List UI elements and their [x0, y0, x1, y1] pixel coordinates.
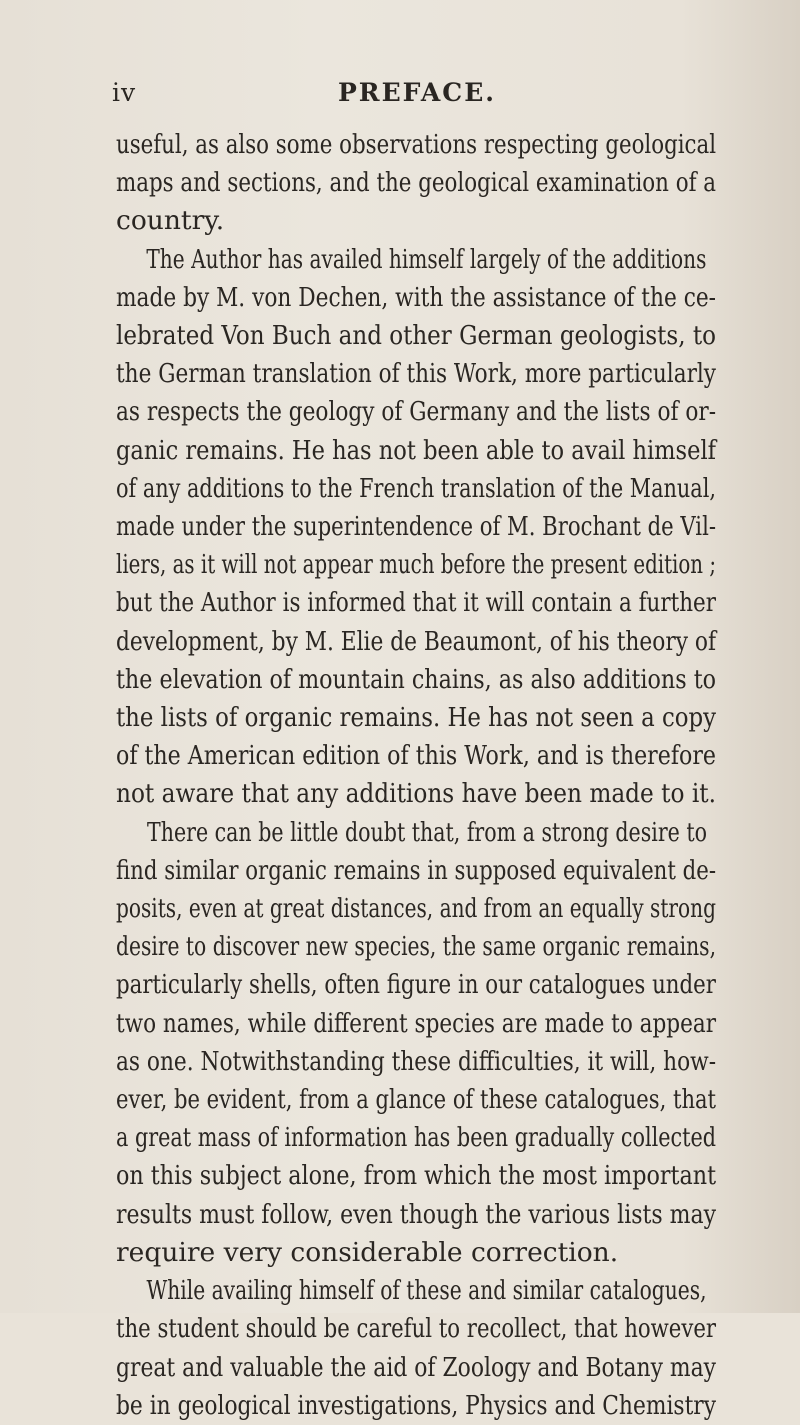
running-head: [112, 78, 732, 108]
text-line: the lists of organic remains. He has not seen a copy: [116, 702, 717, 734]
text-line: but the Author is informed that it will contain a further: [116, 587, 716, 619]
text-line: particularly shells, often figure in our catalogues under: [116, 969, 716, 1001]
text-line: on this subject alone, from which the most important: [116, 1160, 717, 1192]
text-line: useful, as also some observations respecting geological: [116, 129, 717, 160]
text-line: maps and sections, and the geological examination of a: [116, 167, 717, 199]
running-title: PREFACE.: [338, 78, 496, 107]
text-line: find similar organic remains in supposed equivalent de-: [116, 854, 717, 886]
text-line: of the American edition of this Work, and is therefore: [116, 740, 716, 772]
text-line: a great mass of information has been gradually collected: [116, 1122, 717, 1154]
text-line: The Author has availed himself largely of the additions: [146, 243, 707, 275]
text-line: the elevation of mountain chains, as also additions to: [116, 663, 717, 695]
text-line: great and valuable the aid of Zoology and Botany may: [116, 1351, 717, 1383]
text-line: ever, be evident, from a glance of these catalogues, that: [116, 1084, 717, 1116]
text-line: two names, while different species are made to appear: [116, 1007, 717, 1039]
text-line: of any additions to the French translation of the Manual,: [116, 472, 716, 504]
text-line: as one. Notwithstanding these difficulties, it will, how-: [116, 1045, 717, 1077]
text-line: There can be little doubt that, from a strong desire to: [147, 816, 708, 848]
text-line: made under the superintendence of M. Brochant de Vil-: [116, 511, 717, 543]
text-line: results must follow, even though the various lists may: [116, 1198, 717, 1230]
text-line: While availing himself of these and similar catalogues,: [146, 1275, 707, 1307]
text-line: made by M. von Dechen, with the assistance of the ce-: [116, 281, 717, 313]
page-number: iv: [112, 78, 137, 107]
text-line: as respects the geology of Germany and the lists of or-: [116, 396, 717, 428]
text-line: be in geological investigations, Physics and Chemistry: [116, 1389, 717, 1421]
text-line: the student should be careful to recollect, that however: [116, 1313, 717, 1345]
body-text: [116, 126, 716, 1425]
text-line: country.: [116, 205, 225, 237]
text-line: require very considerable correction.: [116, 1236, 619, 1268]
text-line: liers, as it will not appear much before the present edition ;: [116, 549, 717, 581]
text-line: ganic remains. He has not been able to avail himself: [116, 434, 717, 466]
text-line: development, by M. Elie de Beaumont, of his theory of: [116, 625, 716, 657]
text-line: the German translation of this Work, more particularly: [116, 358, 717, 390]
text-line: desire to discover new species, the same organic remains,: [116, 931, 717, 963]
text-line: posits, even at great distances, and from an equally strong: [116, 893, 716, 925]
text-line: lebrated Von Buch and other German geologists, to: [116, 320, 716, 352]
text-line: not aware that any additions have been made to it.: [116, 778, 717, 810]
